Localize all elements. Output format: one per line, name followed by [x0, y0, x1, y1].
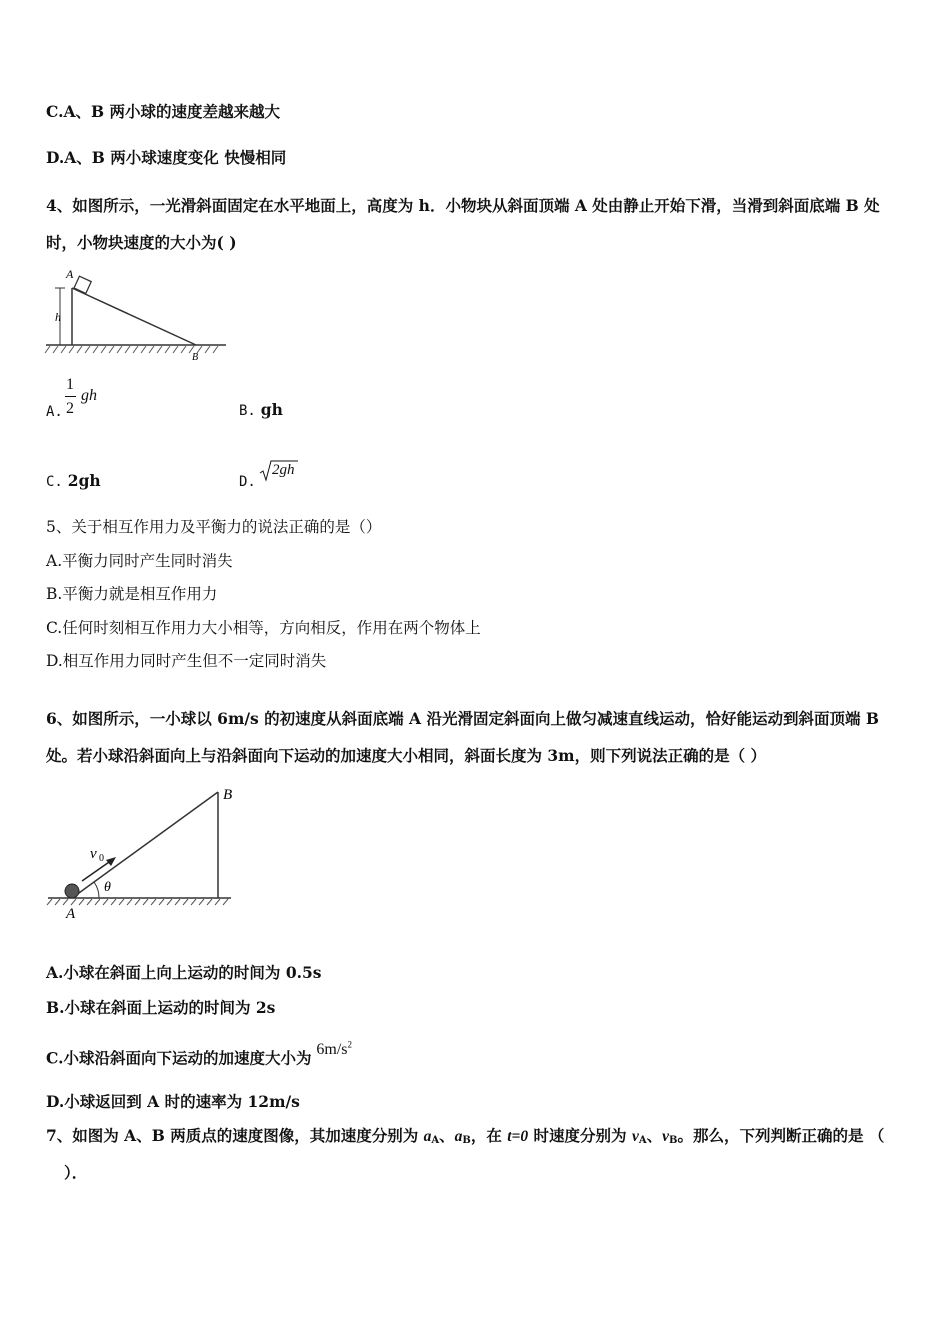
q4-stem-line1: 4、如图所示，一光滑斜面固定在水平地面上，高度为 h．小物块从斜面顶端 A 处由静止开始下滑，当滑到斜面底端 B 处: [46, 196, 880, 215]
q6-option-c: [46, 1040, 353, 1069]
q6-option-c-text: C.小球沿斜面向下运动的加速度大小为: [46, 1048, 312, 1068]
q7-text-mid2: 时速度分别为: [528, 1126, 632, 1145]
q5-option-a: A.平衡力同时产生同时消失: [46, 552, 233, 570]
q4-option-a-numerator: 1: [66, 376, 74, 393]
velocity-arrow-icon: [106, 857, 116, 866]
q4-option-a-gh: gh: [81, 387, 97, 404]
fig2-label-b: B: [223, 787, 233, 803]
incline-figure-2: [44, 782, 244, 922]
q6-option-c-unit: 6m/s: [316, 1041, 348, 1059]
q7-stem-line2: ）．: [64, 1163, 88, 1182]
q4-option-b-label: B.: [239, 403, 256, 419]
q6-option-a: A.小球在斜面上向上运动的时间为 0.5s: [46, 963, 322, 982]
q7-sub-v2: B: [669, 1135, 678, 1146]
q4-option-b-value: gh: [260, 400, 283, 419]
q4-option-d-label: D.: [239, 474, 256, 490]
q4-option-c-label: C.: [46, 474, 63, 490]
q7-text-post: 。那么，下列判断正确的是 （: [677, 1126, 885, 1145]
q7-text-mid: ，在: [470, 1126, 508, 1145]
q7-sep-2: 、: [646, 1126, 663, 1145]
q7-sub-v1: A: [638, 1135, 647, 1146]
fig2-label-a: A: [66, 906, 76, 922]
q6-option-c-value: [316, 1041, 352, 1058]
ground-hatch-2: [47, 899, 228, 905]
q3-option-c: C.A、B 两小球的速度差越来越大: [46, 102, 280, 121]
q4-option-d: [239, 462, 295, 493]
fig2-label-theta: θ: [104, 880, 111, 895]
q6-option-b: B.小球在斜面上运动的时间为 2s: [46, 998, 276, 1017]
q7-text-pre: 7、如图为 A、B 两质点的速度图像，其加速度分别为: [46, 1126, 424, 1145]
q4-option-d-value: 2gh: [272, 462, 295, 478]
q7-time: t=0: [507, 1128, 529, 1145]
q7-sep-1: 、: [439, 1126, 455, 1145]
q4-option-b: [239, 400, 283, 421]
q6-stem-line1: 6、如图所示，一小球以 6m/s 的初速度从斜面底端 A 沿光滑固定斜面向上做匀减速直线运动，恰好能运动到斜面顶端 B: [46, 709, 879, 728]
fraction-bar: [65, 396, 76, 397]
fig1-label-b: B: [192, 352, 199, 363]
q4-option-c: [46, 471, 101, 492]
q5-option-d: D.相互作用力同时产生但不一定同时消失: [46, 652, 327, 670]
q6-stem-line2: 处。若小球沿斜面向上与沿斜面向下运动的加速度大小相同，斜面长度为 3m，则下列说法正确的是（ ）: [46, 746, 766, 765]
q7-sub-a1: A: [431, 1135, 440, 1146]
q7-symbol-v2: v: [662, 1128, 669, 1145]
q3-option-d: D.A、B 两小球速度变化 快慢相同: [46, 148, 287, 167]
q4-option-c-value: 2gh: [67, 471, 101, 490]
q5-option-b: B.平衡力就是相互作用力: [46, 585, 218, 603]
ball-shape: [65, 884, 79, 898]
fig2-label-v: v: [90, 846, 97, 862]
q7-symbol-a2: a: [454, 1128, 463, 1145]
incline-figure-1: [44, 266, 234, 366]
fig2-label-v-sub: 0: [99, 853, 104, 864]
fig1-label-h: h: [55, 310, 61, 324]
q7-sub-a2: B: [462, 1135, 471, 1146]
q5-stem: 5、关于相互作用力及平衡力的说法正确的是（）: [46, 518, 382, 536]
fig1-label-a: A: [66, 267, 74, 281]
q6-option-c-exponent: 2: [347, 1040, 353, 1050]
q7-symbol-a1: a: [423, 1128, 432, 1145]
q7-symbol-v1: v: [631, 1128, 639, 1145]
q7-stem-line1: [46, 1126, 884, 1151]
q6-option-d: D.小球返回到 A 时的速率为 12m/s: [46, 1092, 300, 1111]
q4-stem-line2: 时，小物块速度的大小为( ): [46, 233, 237, 252]
q5-option-c: C.任何时刻相互作用力大小相等，方向相反，作用在两个物体上: [46, 619, 481, 637]
q4-option-a-label: A.: [46, 404, 63, 420]
q4-option-a-denominator: 2: [66, 400, 74, 417]
